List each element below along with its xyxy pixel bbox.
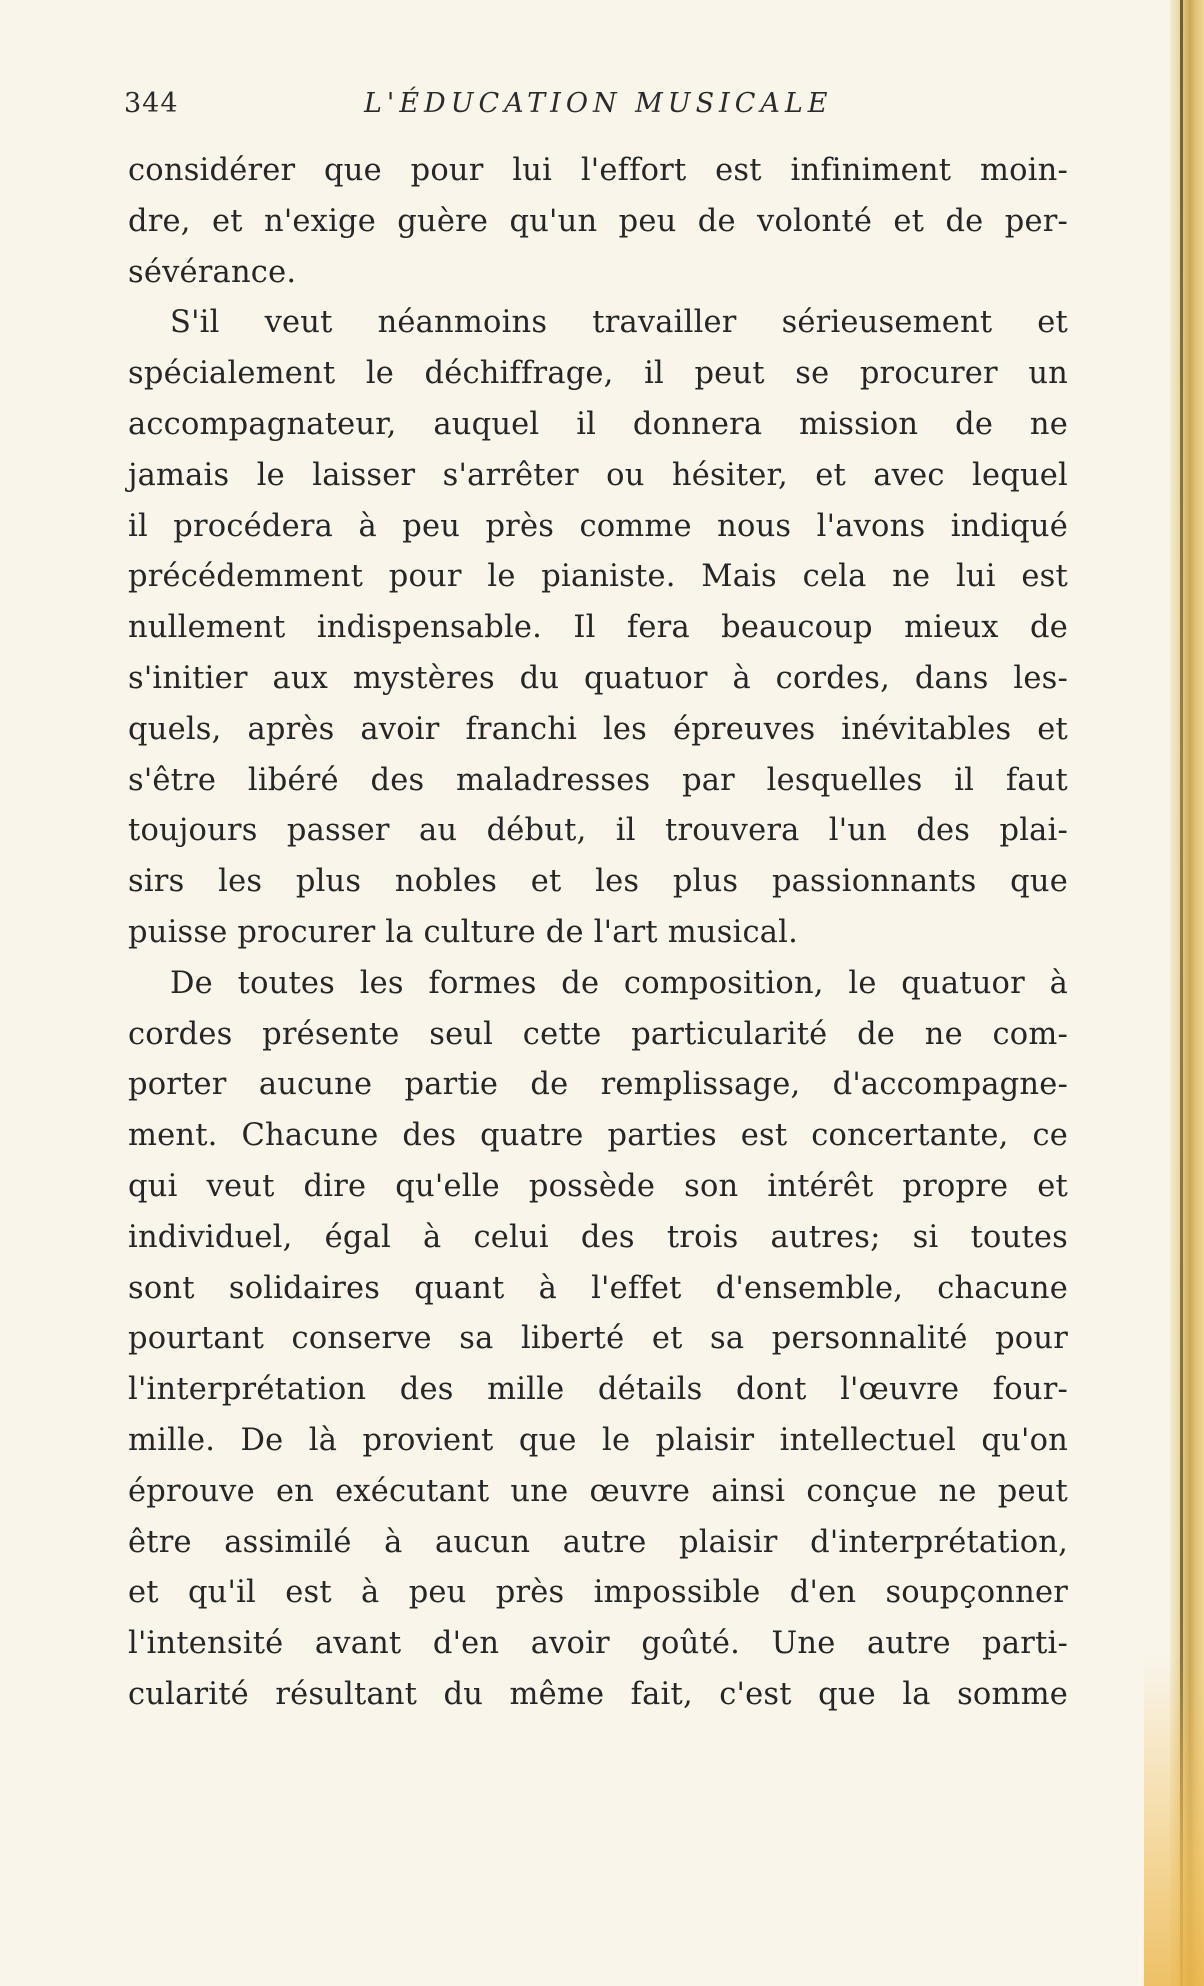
- text-line: quels, après avoir franchi les épreuves inévitables et: [128, 711, 1068, 747]
- text-line: mille. De là provient que le plaisir intellectuel qu'on: [128, 1422, 1068, 1458]
- text-line: précédemment pour le pianiste. Mais cela ne lui est: [128, 559, 1068, 595]
- text-line: spécialement le déchiffrage, il peut se procurer un: [128, 356, 1068, 392]
- text-line: jamais le laisser s'arrêter ou hésiter, et avec lequel: [128, 457, 1068, 493]
- text-line: cordes présente seul cette particularité de ne com-: [128, 1016, 1068, 1052]
- text-line: De toutes les formes de composition, le quatuor à: [170, 965, 1068, 1001]
- text-line: éprouve en exécutant une œuvre ainsi conçue ne peut: [128, 1473, 1068, 1509]
- page-header: [124, 88, 1050, 128]
- text-line: s'initier aux mystères du quatuor à cordes, dans les-: [128, 660, 1068, 696]
- text-line: cularité résultant du même fait, c'est que la somme: [128, 1676, 1068, 1712]
- page-stain: [1144, 1656, 1204, 1986]
- text-line: l'interprétation des mille détails dont l'œuvre four-: [128, 1372, 1068, 1408]
- text-line: il procédera à peu près comme nous l'avons indiqué: [128, 508, 1068, 544]
- text-line: être assimilé à aucun autre plaisir d'interprétation,: [128, 1524, 1068, 1560]
- text-line: sévérance.: [128, 254, 297, 290]
- text-line: toujours passer au début, il trouvera l'un des plai-: [128, 813, 1068, 849]
- text-line: nullement indispensable. Il fera beaucoup mieux de: [128, 610, 1068, 646]
- text-line: dre, et n'exige guère qu'un peu de volonté et de per-: [128, 203, 1068, 239]
- text-line: accompagnateur, auquel il donnera mission de ne: [128, 406, 1068, 442]
- page-number: 344: [124, 88, 179, 119]
- running-title: L'ÉDUCATION MUSICALE: [364, 88, 833, 119]
- text-line: considérer que pour lui l'effort est infiniment moin-: [128, 153, 1068, 188]
- text-line: S'il veut néanmoins travailler sérieusement et: [170, 305, 1068, 341]
- text-line: porter aucune partie de remplissage, d'accompagne-: [128, 1067, 1068, 1103]
- text-line: puisse procurer la culture de l'art musical.: [128, 914, 799, 950]
- text-line: pourtant conserve sa liberté et sa personnalité pour: [128, 1321, 1068, 1357]
- text-line: individuel, égal à celui des trois autres; si toutes: [128, 1219, 1068, 1255]
- text-line: qui veut dire qu'elle possède son intérêt propre et: [128, 1168, 1068, 1204]
- text-line: s'être libéré des maladresses par lesquelles il faut: [128, 762, 1068, 798]
- text-line: l'intensité avant d'en avoir goûté. Une autre parti-: [128, 1626, 1068, 1662]
- body-text: [128, 146, 1068, 1721]
- text-line: sont solidaires quant à l'effet d'ensemble, chacune: [128, 1270, 1068, 1306]
- text-line: ment. Chacune des quatre parties est concertante, ce: [128, 1118, 1068, 1154]
- text-line: et qu'il est à peu près impossible d'en soupçonner: [128, 1575, 1068, 1611]
- text-line: sirs les plus nobles et les plus passionnants que: [128, 864, 1068, 900]
